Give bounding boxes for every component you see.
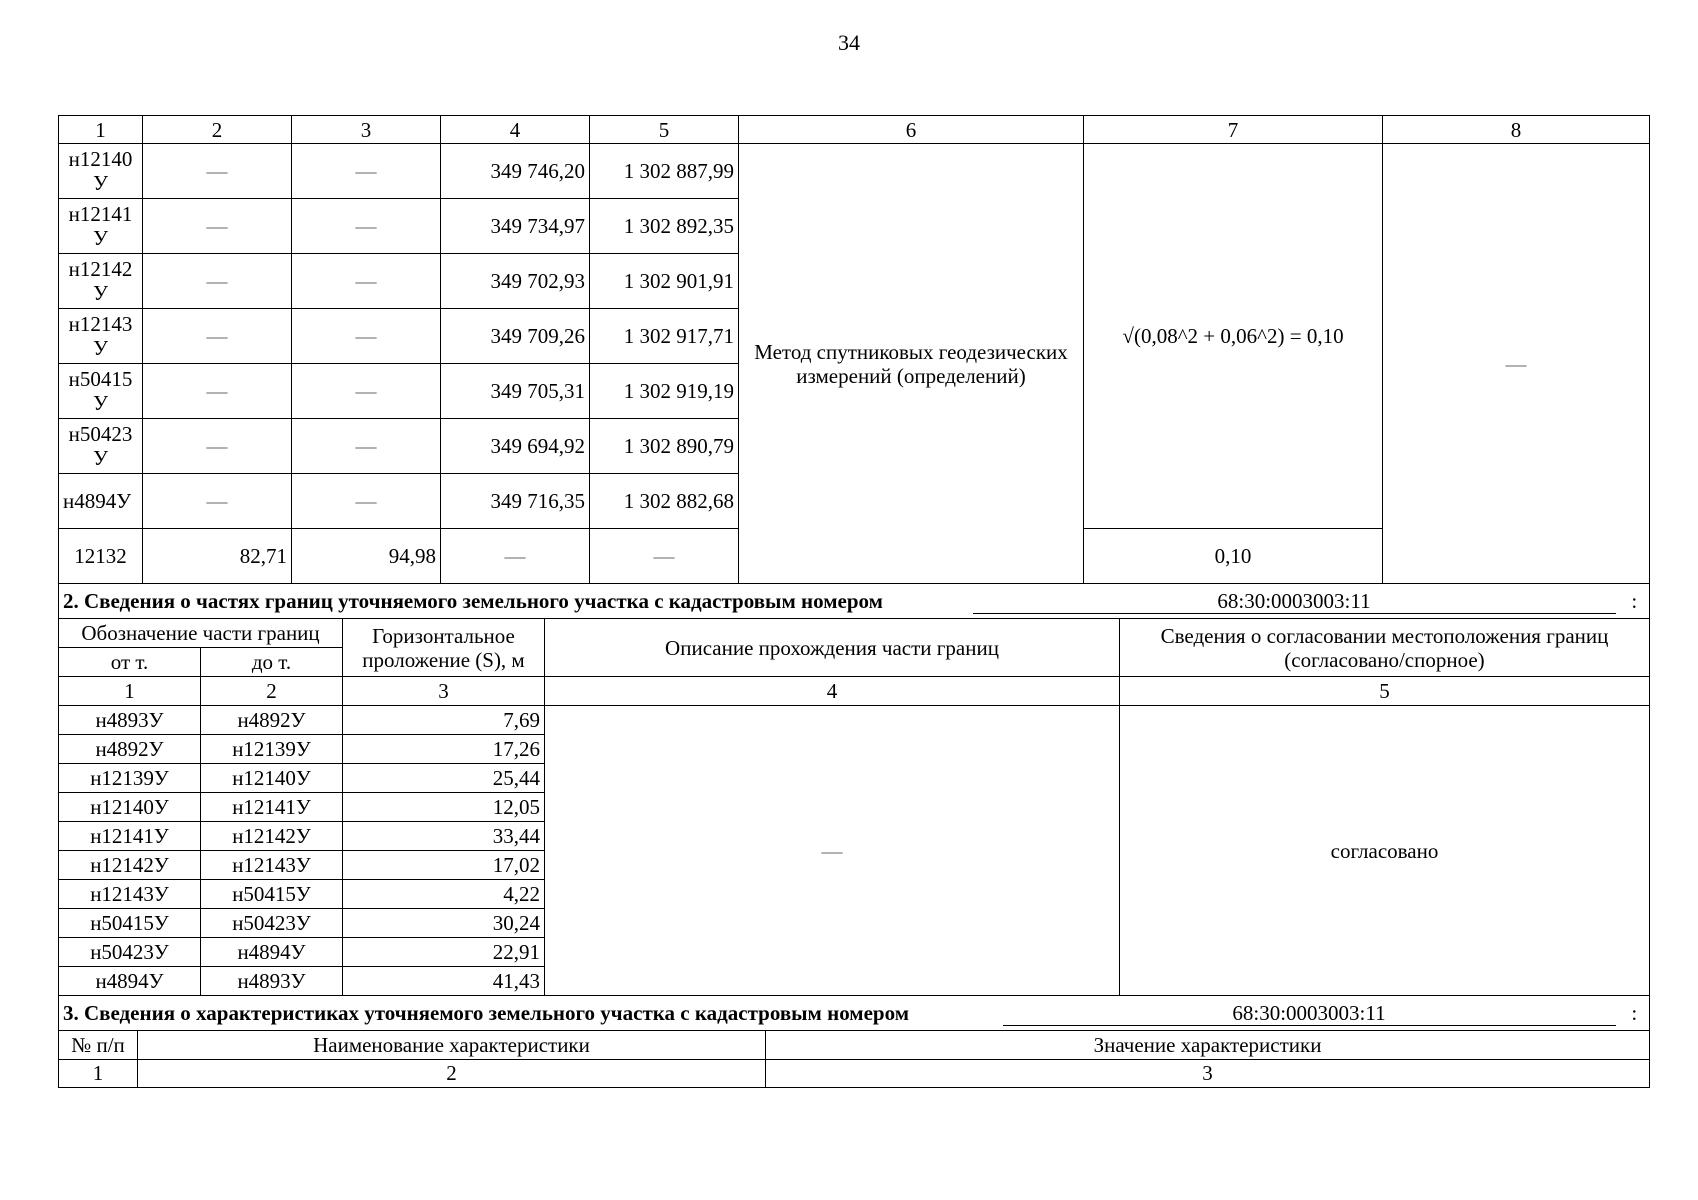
from-header: от т. xyxy=(59,648,201,677)
length-value: 17,02 xyxy=(343,851,545,880)
num-header: № п/п xyxy=(59,1031,138,1059)
from-point: н12142У xyxy=(59,851,201,880)
point-id: н4894У xyxy=(59,474,143,529)
coord-y: 1 302 917,71 xyxy=(590,309,739,364)
to-point: н50415У xyxy=(201,880,343,909)
accuracy-value: 0,10 xyxy=(1084,529,1383,584)
point-id: н12140 У xyxy=(59,144,143,199)
point-id: 12132 xyxy=(59,529,143,584)
section2-cadastral-cell xyxy=(969,584,1620,619)
page-number: 34 xyxy=(838,30,860,55)
to-point: н4893У xyxy=(201,967,343,996)
characteristics-table xyxy=(58,1031,1650,1088)
cell-c3: — xyxy=(292,144,441,199)
col-number-1: 1 xyxy=(59,1059,138,1087)
col-header-2: 2 xyxy=(143,116,292,144)
length-value: 33,44 xyxy=(343,822,545,851)
length-value: 25,44 xyxy=(343,764,545,793)
cell-c2: 82,71 xyxy=(143,529,292,584)
table-row xyxy=(59,706,1650,735)
coord-y: 1 302 887,99 xyxy=(590,144,739,199)
table-row xyxy=(59,144,1650,199)
characteristics-header-row xyxy=(59,1031,1650,1059)
col-header-3: 3 xyxy=(292,116,441,144)
length-value: 17,26 xyxy=(343,735,545,764)
from-point: н50415У xyxy=(59,909,201,938)
length-value: 30,24 xyxy=(343,909,545,938)
col-header-5: 5 xyxy=(590,116,739,144)
point-id: н12142 У xyxy=(59,254,143,309)
length-value: 41,43 xyxy=(343,967,545,996)
col-header-7: 7 xyxy=(1084,116,1383,144)
section2-title-table xyxy=(58,584,1650,619)
to-point: н12139У xyxy=(201,735,343,764)
to-point: н4892У xyxy=(201,706,343,735)
from-point: н12143У xyxy=(59,880,201,909)
section3-cadastral-number: 68:30:0003003:11 xyxy=(1003,1001,1616,1026)
coord-x: — xyxy=(441,529,590,584)
cell-c2: — xyxy=(143,254,292,309)
col-number-2: 2 xyxy=(138,1059,766,1087)
coord-y: 1 302 919,19 xyxy=(590,364,739,419)
section2-title: 2. Сведения о частях границ уточняемого земельного участка с кадастровым номером xyxy=(59,584,969,619)
length-value: 7,69 xyxy=(343,706,545,735)
coord-y: 1 302 892,35 xyxy=(590,199,739,254)
cell-c2: — xyxy=(143,419,292,474)
col-header-8: 8 xyxy=(1383,116,1650,144)
col-number-3: 3 xyxy=(343,677,545,706)
length-header: Горизонтальное проложение (S), м xyxy=(343,619,545,677)
col-header-4: 4 xyxy=(441,116,590,144)
characteristics-number-row xyxy=(59,1059,1650,1087)
section3-cadastral-cell xyxy=(999,996,1620,1031)
value-header: Значение характеристики xyxy=(766,1031,1650,1059)
method-cell: Метод спутниковых геодезических измерений (определений) xyxy=(739,144,1084,584)
section3-title: 3. Сведения о характеристиках уточняемого земельного участка с кадастровым номером xyxy=(59,996,999,1031)
col-number-4: 4 xyxy=(545,677,1120,706)
to-point: н12140У xyxy=(201,764,343,793)
agreement-header: Сведения о согласовании местоположения границ (согласовано/спорное) xyxy=(1120,619,1650,677)
coord-y: 1 302 890,79 xyxy=(590,419,739,474)
from-point: н4892У xyxy=(59,735,201,764)
from-point: н4893У xyxy=(59,706,201,735)
from-point: н12141У xyxy=(59,822,201,851)
from-point: н50423У xyxy=(59,938,201,967)
cell-c2: — xyxy=(143,364,292,419)
length-value: 22,91 xyxy=(343,938,545,967)
coord-y: — xyxy=(590,529,739,584)
point-id: н50423 У xyxy=(59,419,143,474)
col-number-1: 1 xyxy=(59,677,201,706)
to-header: до т. xyxy=(201,648,343,677)
description-header: Описание прохождения части границ xyxy=(545,619,1120,677)
to-point: н50423У xyxy=(201,909,343,938)
coord-y: 1 302 901,91 xyxy=(590,254,739,309)
coordinates-header-row xyxy=(59,116,1650,144)
length-value: 4,22 xyxy=(343,880,545,909)
to-point: н12143У xyxy=(201,851,343,880)
coord-x: 349 709,26 xyxy=(441,309,590,364)
point-id: н12143 У xyxy=(59,309,143,364)
col-header-1: 1 xyxy=(59,116,143,144)
cell-c2: — xyxy=(143,199,292,254)
designation-header: Обозначение части границ xyxy=(59,619,343,648)
section3-colon: : xyxy=(1620,996,1650,1031)
coord-x: 349 716,35 xyxy=(441,474,590,529)
coord-x: 349 705,31 xyxy=(441,364,590,419)
description-value: — xyxy=(545,706,1120,996)
cell-c2: — xyxy=(143,309,292,364)
coordinates-table xyxy=(58,115,1650,584)
col8-value: — xyxy=(1383,144,1650,584)
accuracy-formula: √(0,08^2 + 0,06^2) = 0,10 xyxy=(1084,144,1383,529)
document-tables xyxy=(58,115,1649,1088)
from-point: н12139У xyxy=(59,764,201,793)
agreement-value: согласовано xyxy=(1120,706,1650,996)
to-point: н4894У xyxy=(201,938,343,967)
to-point: н12142У xyxy=(201,822,343,851)
col-number-5: 5 xyxy=(1120,677,1650,706)
col-header-6: 6 xyxy=(739,116,1084,144)
section2-cadastral-number: 68:30:0003003:11 xyxy=(973,589,1616,614)
to-point: н12141У xyxy=(201,793,343,822)
col-number-2: 2 xyxy=(201,677,343,706)
cell-c3: — xyxy=(292,364,441,419)
coord-x: 349 734,97 xyxy=(441,199,590,254)
cell-c3: — xyxy=(292,474,441,529)
boundary-parts-table xyxy=(58,619,1650,996)
point-id: н12141 У xyxy=(59,199,143,254)
coord-x: 349 746,20 xyxy=(441,144,590,199)
cell-c3: — xyxy=(292,254,441,309)
section3-title-table xyxy=(58,996,1650,1031)
col-number-3: 3 xyxy=(766,1059,1650,1087)
section2-colon: : xyxy=(1620,584,1650,619)
cell-c3: 94,98 xyxy=(292,529,441,584)
coord-y: 1 302 882,68 xyxy=(590,474,739,529)
cell-c3: — xyxy=(292,199,441,254)
cell-c2: — xyxy=(143,474,292,529)
boundary-number-row xyxy=(59,677,1650,706)
cell-c3: — xyxy=(292,309,441,364)
length-value: 12,05 xyxy=(343,793,545,822)
from-point: н12140У xyxy=(59,793,201,822)
coord-x: 349 694,92 xyxy=(441,419,590,474)
cell-c3: — xyxy=(292,419,441,474)
name-header: Наименование характеристики xyxy=(138,1031,766,1059)
from-point: н4894У xyxy=(59,967,201,996)
coord-x: 349 702,93 xyxy=(441,254,590,309)
boundary-header-row-1 xyxy=(59,619,1650,648)
point-id: н50415 У xyxy=(59,364,143,419)
cell-c2: — xyxy=(143,144,292,199)
